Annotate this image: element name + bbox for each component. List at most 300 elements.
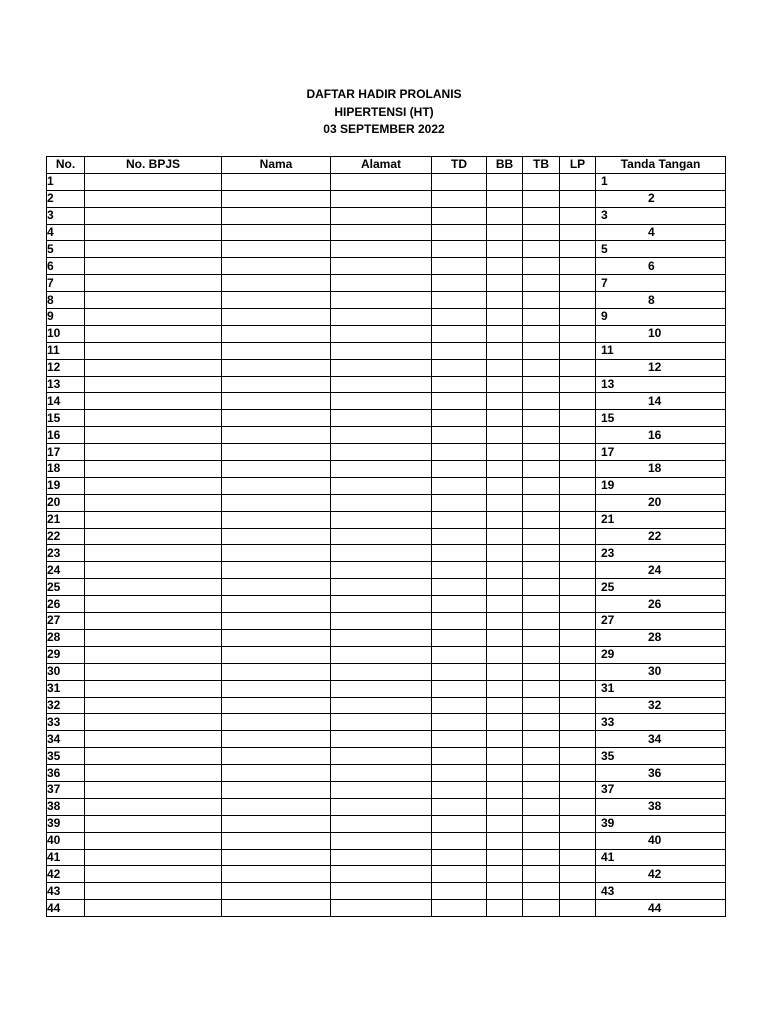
cell-bb[interactable] bbox=[487, 832, 523, 849]
cell-lp[interactable] bbox=[560, 275, 596, 292]
cell-tb[interactable] bbox=[523, 393, 560, 410]
cell-alamat[interactable] bbox=[331, 849, 432, 866]
cell-lp[interactable] bbox=[560, 832, 596, 849]
cell-td[interactable] bbox=[432, 173, 487, 190]
cell-td[interactable] bbox=[432, 190, 487, 207]
cell-lp[interactable] bbox=[560, 494, 596, 511]
cell-td[interactable] bbox=[432, 680, 487, 697]
cell-nama[interactable] bbox=[222, 748, 331, 765]
cell-bb[interactable] bbox=[487, 444, 523, 461]
cell-bb[interactable] bbox=[487, 173, 523, 190]
cell-td[interactable] bbox=[432, 714, 487, 731]
cell-nama[interactable] bbox=[222, 562, 331, 579]
cell-td[interactable] bbox=[432, 765, 487, 782]
cell-tb[interactable] bbox=[523, 359, 560, 376]
cell-alamat[interactable] bbox=[331, 359, 432, 376]
signature-cell[interactable]: 18 bbox=[596, 461, 726, 478]
cell-alamat[interactable] bbox=[331, 444, 432, 461]
signature-cell[interactable]: 20 bbox=[596, 494, 726, 511]
cell-td[interactable] bbox=[432, 258, 487, 275]
cell-nama[interactable] bbox=[222, 258, 331, 275]
cell-no-bpjs[interactable] bbox=[85, 714, 222, 731]
cell-alamat[interactable] bbox=[331, 714, 432, 731]
cell-nama[interactable] bbox=[222, 849, 331, 866]
cell-nama[interactable] bbox=[222, 883, 331, 900]
cell-alamat[interactable] bbox=[331, 494, 432, 511]
signature-cell[interactable]: 43 bbox=[596, 883, 726, 900]
cell-alamat[interactable] bbox=[331, 883, 432, 900]
cell-tb[interactable] bbox=[523, 309, 560, 326]
cell-nama[interactable] bbox=[222, 781, 331, 798]
cell-td[interactable] bbox=[432, 697, 487, 714]
cell-bb[interactable] bbox=[487, 680, 523, 697]
cell-tb[interactable] bbox=[523, 173, 560, 190]
cell-td[interactable] bbox=[432, 461, 487, 478]
signature-cell[interactable]: 37 bbox=[596, 781, 726, 798]
cell-td[interactable] bbox=[432, 579, 487, 596]
cell-tb[interactable] bbox=[523, 494, 560, 511]
cell-alamat[interactable] bbox=[331, 579, 432, 596]
cell-bb[interactable] bbox=[487, 275, 523, 292]
cell-no-bpjs[interactable] bbox=[85, 393, 222, 410]
cell-tb[interactable] bbox=[523, 325, 560, 342]
cell-bb[interactable] bbox=[487, 900, 523, 917]
cell-tb[interactable] bbox=[523, 629, 560, 646]
cell-tb[interactable] bbox=[523, 663, 560, 680]
cell-no-bpjs[interactable] bbox=[85, 883, 222, 900]
signature-cell[interactable]: 23 bbox=[596, 545, 726, 562]
cell-bb[interactable] bbox=[487, 410, 523, 427]
cell-td[interactable] bbox=[432, 596, 487, 613]
signature-cell[interactable]: 3 bbox=[596, 207, 726, 224]
cell-tb[interactable] bbox=[523, 410, 560, 427]
signature-cell[interactable]: 40 bbox=[596, 832, 726, 849]
signature-cell[interactable]: 15 bbox=[596, 410, 726, 427]
cell-bb[interactable] bbox=[487, 663, 523, 680]
signature-cell[interactable]: 13 bbox=[596, 376, 726, 393]
cell-bb[interactable] bbox=[487, 258, 523, 275]
cell-no-bpjs[interactable] bbox=[85, 376, 222, 393]
cell-alamat[interactable] bbox=[331, 545, 432, 562]
cell-bb[interactable] bbox=[487, 629, 523, 646]
cell-no-bpjs[interactable] bbox=[85, 832, 222, 849]
cell-td[interactable] bbox=[432, 832, 487, 849]
cell-nama[interactable] bbox=[222, 815, 331, 832]
cell-bb[interactable] bbox=[487, 376, 523, 393]
cell-alamat[interactable] bbox=[331, 173, 432, 190]
cell-nama[interactable] bbox=[222, 680, 331, 697]
cell-bb[interactable] bbox=[487, 477, 523, 494]
signature-cell[interactable]: 2 bbox=[596, 190, 726, 207]
cell-alamat[interactable] bbox=[331, 410, 432, 427]
cell-bb[interactable] bbox=[487, 815, 523, 832]
cell-bb[interactable] bbox=[487, 309, 523, 326]
cell-tb[interactable] bbox=[523, 646, 560, 663]
cell-nama[interactable] bbox=[222, 900, 331, 917]
cell-no-bpjs[interactable] bbox=[85, 359, 222, 376]
cell-nama[interactable] bbox=[222, 663, 331, 680]
cell-no-bpjs[interactable] bbox=[85, 477, 222, 494]
cell-no-bpjs[interactable] bbox=[85, 258, 222, 275]
cell-nama[interactable] bbox=[222, 224, 331, 241]
cell-bb[interactable] bbox=[487, 359, 523, 376]
signature-cell[interactable]: 19 bbox=[596, 477, 726, 494]
cell-td[interactable] bbox=[432, 663, 487, 680]
cell-td[interactable] bbox=[432, 781, 487, 798]
cell-alamat[interactable] bbox=[331, 900, 432, 917]
cell-tb[interactable] bbox=[523, 528, 560, 545]
cell-bb[interactable] bbox=[487, 765, 523, 782]
cell-bb[interactable] bbox=[487, 883, 523, 900]
cell-nama[interactable] bbox=[222, 325, 331, 342]
cell-no-bpjs[interactable] bbox=[85, 579, 222, 596]
cell-nama[interactable] bbox=[222, 697, 331, 714]
cell-lp[interactable] bbox=[560, 477, 596, 494]
cell-lp[interactable] bbox=[560, 900, 596, 917]
cell-alamat[interactable] bbox=[331, 342, 432, 359]
cell-td[interactable] bbox=[432, 444, 487, 461]
signature-cell[interactable]: 32 bbox=[596, 697, 726, 714]
cell-tb[interactable] bbox=[523, 477, 560, 494]
cell-lp[interactable] bbox=[560, 697, 596, 714]
signature-cell[interactable]: 5 bbox=[596, 241, 726, 258]
cell-alamat[interactable] bbox=[331, 511, 432, 528]
cell-td[interactable] bbox=[432, 613, 487, 630]
cell-nama[interactable] bbox=[222, 173, 331, 190]
cell-no-bpjs[interactable] bbox=[85, 562, 222, 579]
cell-tb[interactable] bbox=[523, 680, 560, 697]
cell-no-bpjs[interactable] bbox=[85, 815, 222, 832]
cell-bb[interactable] bbox=[487, 224, 523, 241]
signature-cell[interactable]: 25 bbox=[596, 579, 726, 596]
cell-tb[interactable] bbox=[523, 376, 560, 393]
cell-alamat[interactable] bbox=[331, 325, 432, 342]
cell-bb[interactable] bbox=[487, 714, 523, 731]
signature-cell[interactable]: 12 bbox=[596, 359, 726, 376]
cell-td[interactable] bbox=[432, 393, 487, 410]
cell-tb[interactable] bbox=[523, 815, 560, 832]
cell-lp[interactable] bbox=[560, 798, 596, 815]
cell-alamat[interactable] bbox=[331, 461, 432, 478]
cell-bb[interactable] bbox=[487, 511, 523, 528]
signature-cell[interactable]: 9 bbox=[596, 309, 726, 326]
cell-alamat[interactable] bbox=[331, 765, 432, 782]
cell-nama[interactable] bbox=[222, 444, 331, 461]
cell-tb[interactable] bbox=[523, 258, 560, 275]
cell-lp[interactable] bbox=[560, 731, 596, 748]
cell-td[interactable] bbox=[432, 849, 487, 866]
cell-no-bpjs[interactable] bbox=[85, 461, 222, 478]
cell-bb[interactable] bbox=[487, 292, 523, 309]
signature-cell[interactable]: 24 bbox=[596, 562, 726, 579]
cell-lp[interactable] bbox=[560, 325, 596, 342]
cell-alamat[interactable] bbox=[331, 393, 432, 410]
cell-no-bpjs[interactable] bbox=[85, 629, 222, 646]
cell-no-bpjs[interactable] bbox=[85, 900, 222, 917]
cell-bb[interactable] bbox=[487, 393, 523, 410]
cell-nama[interactable] bbox=[222, 410, 331, 427]
cell-no-bpjs[interactable] bbox=[85, 173, 222, 190]
cell-lp[interactable] bbox=[560, 866, 596, 883]
cell-tb[interactable] bbox=[523, 275, 560, 292]
cell-lp[interactable] bbox=[560, 765, 596, 782]
cell-bb[interactable] bbox=[487, 646, 523, 663]
cell-tb[interactable] bbox=[523, 444, 560, 461]
cell-alamat[interactable] bbox=[331, 477, 432, 494]
cell-alamat[interactable] bbox=[331, 832, 432, 849]
cell-lp[interactable] bbox=[560, 562, 596, 579]
signature-cell[interactable]: 17 bbox=[596, 444, 726, 461]
cell-td[interactable] bbox=[432, 646, 487, 663]
cell-tb[interactable] bbox=[523, 900, 560, 917]
cell-lp[interactable] bbox=[560, 241, 596, 258]
cell-nama[interactable] bbox=[222, 613, 331, 630]
cell-tb[interactable] bbox=[523, 849, 560, 866]
cell-no-bpjs[interactable] bbox=[85, 866, 222, 883]
cell-tb[interactable] bbox=[523, 342, 560, 359]
signature-cell[interactable]: 33 bbox=[596, 714, 726, 731]
cell-lp[interactable] bbox=[560, 342, 596, 359]
cell-bb[interactable] bbox=[487, 596, 523, 613]
cell-tb[interactable] bbox=[523, 765, 560, 782]
cell-td[interactable] bbox=[432, 629, 487, 646]
cell-lp[interactable] bbox=[560, 511, 596, 528]
cell-no-bpjs[interactable] bbox=[85, 680, 222, 697]
cell-no-bpjs[interactable] bbox=[85, 528, 222, 545]
signature-cell[interactable]: 1 bbox=[596, 173, 726, 190]
cell-td[interactable] bbox=[432, 494, 487, 511]
cell-td[interactable] bbox=[432, 241, 487, 258]
cell-alamat[interactable] bbox=[331, 748, 432, 765]
cell-nama[interactable] bbox=[222, 798, 331, 815]
cell-tb[interactable] bbox=[523, 697, 560, 714]
signature-cell[interactable]: 44 bbox=[596, 900, 726, 917]
cell-bb[interactable] bbox=[487, 866, 523, 883]
cell-bb[interactable] bbox=[487, 849, 523, 866]
cell-no-bpjs[interactable] bbox=[85, 798, 222, 815]
cell-lp[interactable] bbox=[560, 173, 596, 190]
cell-nama[interactable] bbox=[222, 765, 331, 782]
cell-lp[interactable] bbox=[560, 545, 596, 562]
cell-alamat[interactable] bbox=[331, 207, 432, 224]
cell-tb[interactable] bbox=[523, 832, 560, 849]
cell-alamat[interactable] bbox=[331, 866, 432, 883]
cell-nama[interactable] bbox=[222, 376, 331, 393]
cell-td[interactable] bbox=[432, 562, 487, 579]
cell-tb[interactable] bbox=[523, 461, 560, 478]
cell-tb[interactable] bbox=[523, 748, 560, 765]
cell-td[interactable] bbox=[432, 359, 487, 376]
cell-lp[interactable] bbox=[560, 292, 596, 309]
cell-nama[interactable] bbox=[222, 832, 331, 849]
cell-lp[interactable] bbox=[560, 528, 596, 545]
cell-bb[interactable] bbox=[487, 190, 523, 207]
cell-td[interactable] bbox=[432, 342, 487, 359]
cell-lp[interactable] bbox=[560, 680, 596, 697]
cell-td[interactable] bbox=[432, 292, 487, 309]
cell-alamat[interactable] bbox=[331, 815, 432, 832]
cell-bb[interactable] bbox=[487, 579, 523, 596]
signature-cell[interactable]: 35 bbox=[596, 748, 726, 765]
cell-nama[interactable] bbox=[222, 359, 331, 376]
cell-no-bpjs[interactable] bbox=[85, 292, 222, 309]
cell-bb[interactable] bbox=[487, 697, 523, 714]
cell-td[interactable] bbox=[432, 309, 487, 326]
cell-bb[interactable] bbox=[487, 207, 523, 224]
cell-no-bpjs[interactable] bbox=[85, 241, 222, 258]
cell-nama[interactable] bbox=[222, 646, 331, 663]
cell-no-bpjs[interactable] bbox=[85, 545, 222, 562]
cell-td[interactable] bbox=[432, 275, 487, 292]
cell-tb[interactable] bbox=[523, 866, 560, 883]
cell-no-bpjs[interactable] bbox=[85, 207, 222, 224]
cell-td[interactable] bbox=[432, 731, 487, 748]
cell-alamat[interactable] bbox=[331, 680, 432, 697]
cell-td[interactable] bbox=[432, 224, 487, 241]
cell-no-bpjs[interactable] bbox=[85, 511, 222, 528]
cell-lp[interactable] bbox=[560, 190, 596, 207]
cell-bb[interactable] bbox=[487, 494, 523, 511]
cell-td[interactable] bbox=[432, 798, 487, 815]
cell-lp[interactable] bbox=[560, 596, 596, 613]
cell-td[interactable] bbox=[432, 748, 487, 765]
cell-no-bpjs[interactable] bbox=[85, 781, 222, 798]
cell-tb[interactable] bbox=[523, 190, 560, 207]
cell-tb[interactable] bbox=[523, 714, 560, 731]
cell-tb[interactable] bbox=[523, 781, 560, 798]
cell-no-bpjs[interactable] bbox=[85, 342, 222, 359]
signature-cell[interactable]: 31 bbox=[596, 680, 726, 697]
cell-bb[interactable] bbox=[487, 562, 523, 579]
cell-nama[interactable] bbox=[222, 731, 331, 748]
signature-cell[interactable]: 39 bbox=[596, 815, 726, 832]
cell-nama[interactable] bbox=[222, 545, 331, 562]
cell-tb[interactable] bbox=[523, 731, 560, 748]
cell-tb[interactable] bbox=[523, 545, 560, 562]
cell-lp[interactable] bbox=[560, 207, 596, 224]
cell-td[interactable] bbox=[432, 900, 487, 917]
cell-no-bpjs[interactable] bbox=[85, 275, 222, 292]
cell-tb[interactable] bbox=[523, 511, 560, 528]
cell-no-bpjs[interactable] bbox=[85, 613, 222, 630]
signature-cell[interactable]: 28 bbox=[596, 629, 726, 646]
cell-nama[interactable] bbox=[222, 190, 331, 207]
signature-cell[interactable]: 8 bbox=[596, 292, 726, 309]
cell-alamat[interactable] bbox=[331, 258, 432, 275]
signature-cell[interactable]: 38 bbox=[596, 798, 726, 815]
signature-cell[interactable]: 34 bbox=[596, 731, 726, 748]
cell-nama[interactable] bbox=[222, 342, 331, 359]
cell-lp[interactable] bbox=[560, 815, 596, 832]
cell-nama[interactable] bbox=[222, 207, 331, 224]
cell-no-bpjs[interactable] bbox=[85, 748, 222, 765]
cell-tb[interactable] bbox=[523, 798, 560, 815]
cell-lp[interactable] bbox=[560, 224, 596, 241]
cell-bb[interactable] bbox=[487, 528, 523, 545]
cell-lp[interactable] bbox=[560, 748, 596, 765]
cell-bb[interactable] bbox=[487, 798, 523, 815]
cell-tb[interactable] bbox=[523, 241, 560, 258]
cell-td[interactable] bbox=[432, 866, 487, 883]
cell-nama[interactable] bbox=[222, 393, 331, 410]
cell-alamat[interactable] bbox=[331, 224, 432, 241]
cell-nama[interactable] bbox=[222, 292, 331, 309]
cell-tb[interactable] bbox=[523, 613, 560, 630]
cell-bb[interactable] bbox=[487, 781, 523, 798]
cell-no-bpjs[interactable] bbox=[85, 849, 222, 866]
cell-tb[interactable] bbox=[523, 596, 560, 613]
cell-lp[interactable] bbox=[560, 309, 596, 326]
cell-nama[interactable] bbox=[222, 241, 331, 258]
cell-nama[interactable] bbox=[222, 579, 331, 596]
signature-cell[interactable]: 14 bbox=[596, 393, 726, 410]
cell-lp[interactable] bbox=[560, 781, 596, 798]
cell-bb[interactable] bbox=[487, 613, 523, 630]
cell-lp[interactable] bbox=[560, 461, 596, 478]
cell-lp[interactable] bbox=[560, 714, 596, 731]
cell-tb[interactable] bbox=[523, 562, 560, 579]
cell-nama[interactable] bbox=[222, 309, 331, 326]
signature-cell[interactable]: 30 bbox=[596, 663, 726, 680]
cell-td[interactable] bbox=[432, 511, 487, 528]
cell-no-bpjs[interactable] bbox=[85, 494, 222, 511]
cell-alamat[interactable] bbox=[331, 427, 432, 444]
cell-alamat[interactable] bbox=[331, 663, 432, 680]
cell-tb[interactable] bbox=[523, 224, 560, 241]
signature-cell[interactable]: 27 bbox=[596, 613, 726, 630]
cell-nama[interactable] bbox=[222, 427, 331, 444]
cell-nama[interactable] bbox=[222, 275, 331, 292]
signature-cell[interactable]: 26 bbox=[596, 596, 726, 613]
cell-bb[interactable] bbox=[487, 748, 523, 765]
cell-nama[interactable] bbox=[222, 494, 331, 511]
cell-alamat[interactable] bbox=[331, 241, 432, 258]
cell-nama[interactable] bbox=[222, 629, 331, 646]
cell-no-bpjs[interactable] bbox=[85, 646, 222, 663]
cell-nama[interactable] bbox=[222, 511, 331, 528]
cell-td[interactable] bbox=[432, 528, 487, 545]
cell-tb[interactable] bbox=[523, 579, 560, 596]
signature-cell[interactable]: 16 bbox=[596, 427, 726, 444]
cell-td[interactable] bbox=[432, 545, 487, 562]
cell-td[interactable] bbox=[432, 477, 487, 494]
cell-lp[interactable] bbox=[560, 646, 596, 663]
cell-no-bpjs[interactable] bbox=[85, 224, 222, 241]
cell-alamat[interactable] bbox=[331, 596, 432, 613]
signature-cell[interactable]: 10 bbox=[596, 325, 726, 342]
cell-alamat[interactable] bbox=[331, 731, 432, 748]
cell-nama[interactable] bbox=[222, 714, 331, 731]
cell-bb[interactable] bbox=[487, 461, 523, 478]
signature-cell[interactable]: 42 bbox=[596, 866, 726, 883]
cell-alamat[interactable] bbox=[331, 613, 432, 630]
cell-lp[interactable] bbox=[560, 410, 596, 427]
cell-td[interactable] bbox=[432, 427, 487, 444]
cell-td[interactable] bbox=[432, 883, 487, 900]
cell-lp[interactable] bbox=[560, 629, 596, 646]
cell-alamat[interactable] bbox=[331, 697, 432, 714]
cell-alamat[interactable] bbox=[331, 190, 432, 207]
signature-cell[interactable]: 36 bbox=[596, 765, 726, 782]
cell-no-bpjs[interactable] bbox=[85, 697, 222, 714]
cell-lp[interactable] bbox=[560, 359, 596, 376]
cell-no-bpjs[interactable] bbox=[85, 765, 222, 782]
cell-no-bpjs[interactable] bbox=[85, 410, 222, 427]
cell-alamat[interactable] bbox=[331, 646, 432, 663]
cell-tb[interactable] bbox=[523, 883, 560, 900]
cell-lp[interactable] bbox=[560, 393, 596, 410]
cell-lp[interactable] bbox=[560, 258, 596, 275]
